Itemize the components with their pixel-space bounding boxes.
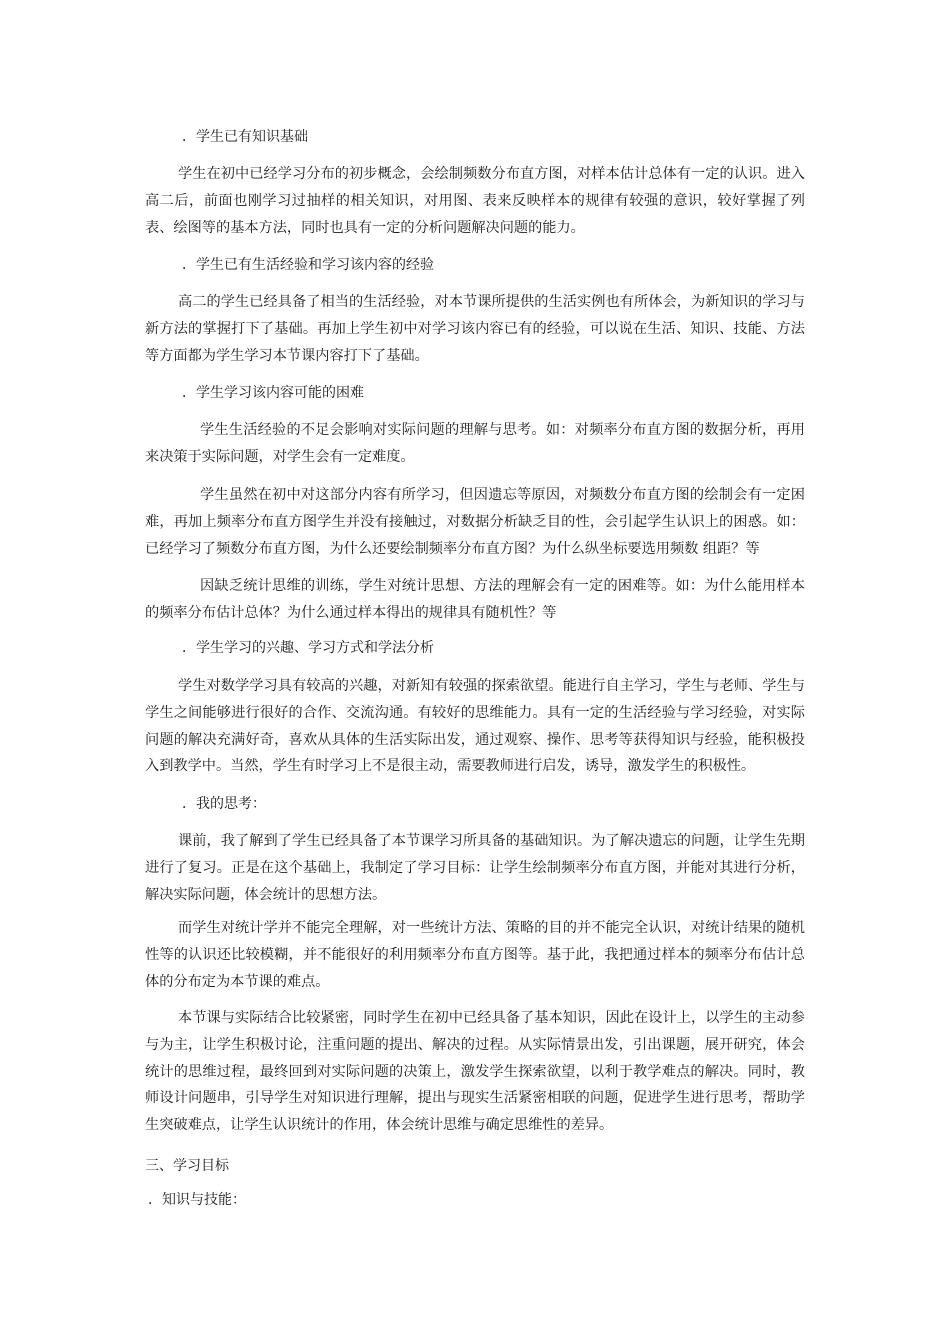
heading-life-experience: ．学生已有生活经验和学习该内容的经验: [182, 257, 434, 273]
heading-my-thinking: ．我的思考：: [182, 796, 266, 812]
heading-interest-methods: ．学生学习的兴趣、学习方式和学法分析: [182, 640, 434, 656]
heading-difficulties: ．学生学习该内容可能的困难: [182, 385, 364, 401]
paragraph-thinking-3: 本节课与实际结合比较紧密，同时学生在初中已经具备了基本知识，因此在设计上，以学生的主动参与为主，让学生积极讨论，注重问题的提出、解决的过程。从实际情景出发，引出课题，展开研究，体会统计的思维过程，最终回到对实际问题的决策上，激发学生探索欲望，以利于教学难点的解决。同时，教师设计问题串，引导学生对知识进行理解，提出与现实生活紧密相联的问题，促进学生进行思考，帮助学生突破难点，让学生认识统计的作用，体会统计思维与确定思维性的差异。: [145, 1010, 805, 1134]
subheading-knowledge-skills: ．知识与技能：: [148, 1192, 246, 1208]
paragraph-difficulty-2: 学生虽然在初中对这部分内容有所学习，但因遗忘等原因，对频数分布直方图的绘制会有一定困难，再加上频率分布直方图学生并没有接触过，对数据分析缺乏目的性，会引起学生认识上的困惑。如：已经学习了频数分布直方图，为什么还要绘制频率分布直方图？为什么纵坐标要选用频数 组距？等: [145, 487, 805, 557]
paragraph-prior-knowledge: 学生在初中已经学习分布的初步概念，会绘制频数分布直方图，对样本估计总体有一定的认识。进入高二后，前面也刚学习过抽样的相关知识，对用图、表来反映样本的规律有较强的意识，较好掌握了列表、绘图等的基本方法，同时也具有一定的分析问题解决问题的能力。: [145, 166, 805, 236]
paragraph-difficulty-1: 学生生活经验的不足会影响对实际问题的理解与思考。如：对频率分布直方图的数据分析，再用来决策于实际问题，对学生会有一定难度。: [145, 422, 805, 465]
paragraph-interest-methods: 学生对数学学习具有较高的兴趣，对新知有较强的探索欲望。能进行自主学习，学生与老师、学生与学生之间能够进行很好的合作、交流沟通。有较好的思维能力。具有一定的生活经验与学习经验，对实际问题的解决充满好奇，喜欢从具体的生活实际出发，通过观察、操作、思考等获得知识与经验，能积极投入到教学中。当然，学生有时学习上不是很主动，需要教师进行启发，诱导，激发学生的积极性。: [145, 678, 805, 775]
paragraph-life-experience: 高二的学生已经具备了相当的生活经验，对本节课所提供的生活实例也有所体会，为新知识的学习与新方法的掌握打下了基础。再加上学生初中对学习该内容已有的经验，可以说在生活、知识、技能、方法等方面都为学生学习本节课内容打下了基础。: [145, 294, 805, 364]
heading-prior-knowledge: ．学生已有知识基础: [182, 129, 308, 145]
paragraph-difficulty-3: 因缺乏统计思维的训练，学生对统计思想、方法的理解会有一定的困难等。如：为什么能用样本的频率分布估计总体？为什么通过样本得出的规律具有随机性？等: [145, 578, 805, 621]
paragraph-thinking-2: 而学生对统计学并不能完全理解，对一些统计方法、策略的目的并不能完全认识，对统计结果的随机性等的认识还比较模糊，并不能很好的利用频率分布直方图等。基于此，我把通过样本的频率分布估计总体的分布定为本节课的难点。: [145, 920, 805, 990]
heading-learning-goals: 三、学习目标: [145, 1158, 229, 1174]
paragraph-thinking-1: 课前，我了解到了学生已经具备了本节课学习所具备的基础知识。为了解决遗忘的问题，让学生先期进行了复习。正是在这个基础上，我制定了学习目标：让学生绘制频率分布直方图，并能对其进行分析，解决实际问题，体会统计的思想方法。: [145, 833, 805, 903]
